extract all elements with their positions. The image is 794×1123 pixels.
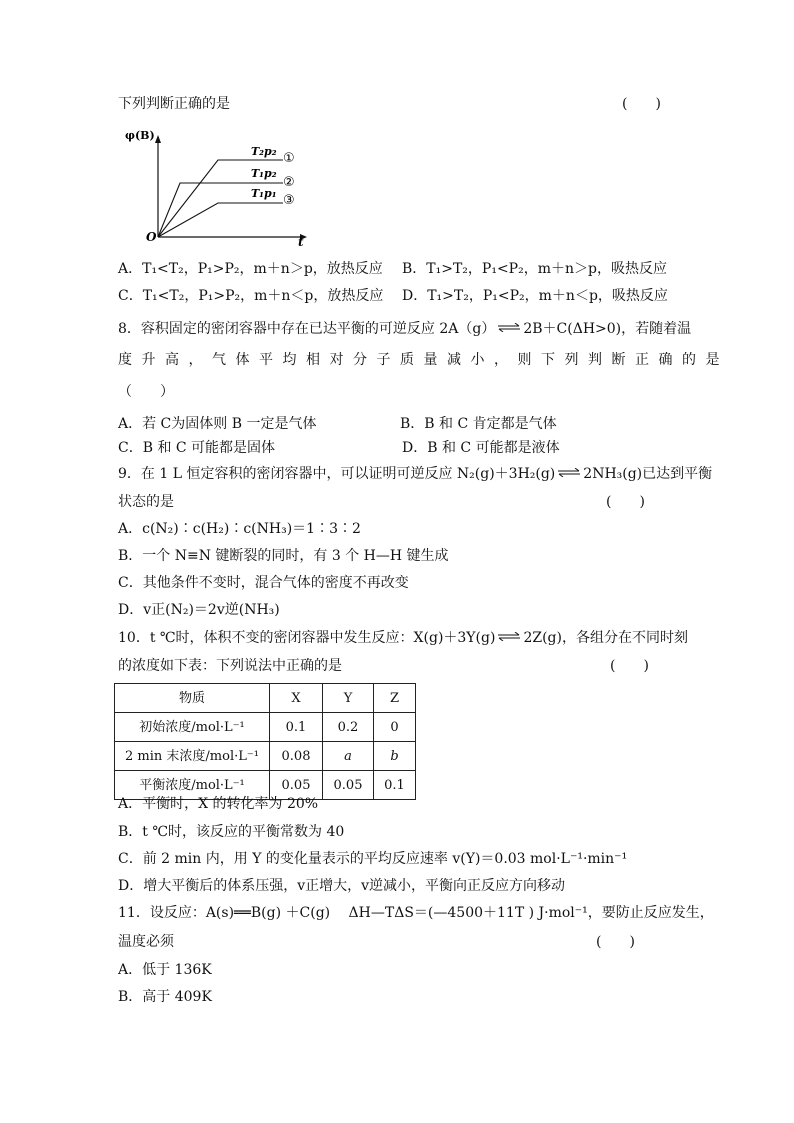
table-cell: b bbox=[374, 742, 416, 771]
x-axis-label: t bbox=[298, 235, 304, 249]
table-cell: 0.2 bbox=[323, 713, 374, 742]
table-row bbox=[115, 713, 416, 742]
q10-option-a: A．平衡时，X 的转化率为 20% bbox=[118, 796, 319, 812]
table-cell: 0.05 bbox=[270, 771, 323, 800]
q7-option-c: C．T₁<T₂，P₁>P₂，m＋n＜p，放热反应 bbox=[118, 288, 384, 304]
q11-answer-parentheses: ( ) bbox=[596, 934, 635, 950]
q11-stem-line2: 温度必须 bbox=[118, 934, 174, 950]
q8-stem-line1 bbox=[118, 322, 691, 336]
q7-option-a: A．T₁<T₂，P₁>P₂，m＋n＞p，放热反应 bbox=[118, 261, 383, 277]
table-cell: 0.1 bbox=[270, 713, 323, 742]
q11-option-b: B．高于 409K bbox=[118, 989, 212, 1005]
table-header-row bbox=[115, 684, 416, 713]
q11-option-a: A．低于 136K bbox=[118, 962, 212, 978]
concentration-table bbox=[114, 683, 416, 800]
q9-stem-line1 bbox=[118, 467, 712, 481]
q8-option-c: C．B 和 C 可能都是固体 bbox=[118, 440, 276, 456]
phi-b-time-graph bbox=[118, 125, 318, 250]
q10-stem-part1: 10．t ℃时，体积不变的密闭容器中发生反应：X(g)＋3Y(g) bbox=[118, 630, 496, 646]
q7-option-d: D．T₁>T₂，P₁<P₂，m＋n＜p，吸热反应 bbox=[402, 288, 668, 304]
q9-stem-line2: 状态的是 bbox=[118, 494, 174, 510]
q10-stem-line2: 的浓度如下表：下列说法中正确的是 bbox=[118, 658, 342, 674]
curve-2-label: T₁p₂ bbox=[251, 167, 277, 180]
table-cell: 初始浓度/mol·L⁻¹ bbox=[115, 713, 270, 742]
q9-answer-parentheses: ( ) bbox=[606, 494, 645, 510]
table-cell: a bbox=[323, 742, 374, 771]
q9-option-a: A．c(N₂)∶c(H₂)∶c(NH₃)＝1∶3∶2 bbox=[118, 521, 361, 537]
q8-stem-part1: 8．容积固定的密闭容器中存在已达平衡的可逆反应 2A（g） bbox=[118, 321, 496, 337]
table-header-cell: Z bbox=[374, 684, 416, 713]
y-axis-label: φ(B) bbox=[125, 129, 155, 142]
q8-answer-parentheses: （ ） bbox=[118, 384, 174, 400]
curve-3 bbox=[158, 203, 283, 237]
q10-stem-part2: 2Z(g)，各组分在不同时刻 bbox=[523, 630, 688, 646]
curve-3-label: T₁p₁ bbox=[251, 187, 277, 200]
table-row bbox=[115, 742, 416, 771]
curve-1-label: T₂p₂ bbox=[251, 145, 277, 158]
answer-parentheses: ( ) bbox=[622, 96, 661, 112]
table-header-cell: 物质 bbox=[115, 684, 270, 713]
q8-stem-line2: 度升高，气体平均相对分子质量减小，则下列判断正确的是 bbox=[118, 352, 729, 368]
q8-option-b: B．B 和 C 肯定都是气体 bbox=[400, 416, 557, 432]
q8-option-a: A．若 C为固体则 B 一定是气体 bbox=[118, 416, 317, 432]
q10-stem-line1 bbox=[118, 631, 688, 645]
table-cell: 0.05 bbox=[323, 771, 374, 800]
q9-stem-part2: 2NH₃(g)已达到平衡 bbox=[583, 466, 713, 482]
origin-label: O bbox=[146, 230, 157, 244]
q11-stem-line1: 11．设反应：A(s)══B(g) ＋C(g) ΔH—TΔS＝(—4500＋11T ) J·mol⁻¹，要防止反应发生， bbox=[118, 905, 714, 921]
table-header-cell: X bbox=[270, 684, 323, 713]
q9-option-b: B．一个 N≡N 键断裂的同时，有 3 个 H—H 键生成 bbox=[118, 548, 449, 564]
q10-option-b: B．t ℃时，该反应的平衡常数为 40 bbox=[118, 824, 345, 840]
table-cell: 0.1 bbox=[374, 771, 416, 800]
q10-option-d: D．增大平衡后的体系压强，v正增大，v逆减小，平衡向正反应方向移动 bbox=[118, 878, 566, 894]
equilibrium-arrow-icon bbox=[557, 468, 581, 477]
table-cell: 0.08 bbox=[270, 742, 323, 771]
curve-3-marker: ③ bbox=[283, 193, 295, 208]
equilibrium-arrow-icon bbox=[497, 632, 521, 641]
curve-2-marker: ② bbox=[283, 175, 295, 190]
q8-option-d: D．B 和 C 可能都是液体 bbox=[402, 440, 560, 456]
intro-text: 下列判断正确的是 bbox=[118, 96, 230, 112]
table-cell: 2 min 末浓度/mol·L⁻¹ bbox=[115, 742, 270, 771]
table-header-cell: Y bbox=[323, 684, 374, 713]
q10-option-c: C．前 2 min 内，用 Y 的变化量表示的平均反应速率 v(Y)＝0.03 mol·L⁻¹·min⁻¹ bbox=[118, 851, 628, 867]
q8-stem-part2: 2B＋C(ΔH>0)，若随着温 bbox=[523, 321, 692, 337]
table-cell: 0 bbox=[374, 713, 416, 742]
q9-option-c: C．其他条件不变时，混合气体的密度不再改变 bbox=[118, 575, 409, 591]
q10-answer-parentheses: ( ) bbox=[610, 658, 649, 674]
curve-1-marker: ① bbox=[283, 151, 295, 166]
table-cell: 平衡浓度/mol·L⁻¹ bbox=[115, 771, 270, 800]
y-axis-arrow bbox=[155, 135, 161, 143]
q9-option-d: D．v正(N₂)＝2v逆(NH₃) bbox=[118, 602, 280, 618]
q9-stem-part1: 9．在 1 L 恒定容积的密闭容器中，可以证明可逆反应 N₂(g)＋3H₂(g) bbox=[118, 466, 556, 482]
q7-option-b: B．T₁>T₂，P₁<P₂，m＋n＞p，吸热反应 bbox=[402, 261, 667, 277]
equilibrium-arrow-icon bbox=[497, 323, 521, 332]
